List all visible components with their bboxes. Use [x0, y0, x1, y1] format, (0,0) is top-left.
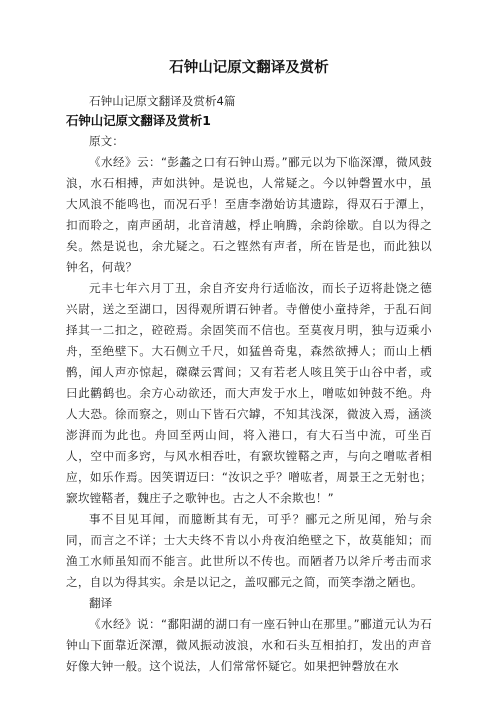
original-paragraph: 事不目见耳闻，而臆断其有无，可乎？郦元之所见闻，殆与余同，而言之不详；士大夫终不肯以小舟夜泊绝壁之下，故莫能知；而渔工水师虽知而不能言。此世所以不传也。而陋者乃以斧斤考击而求之，自以为得其实。余是以记之，盖叹郦元之简，而笑李渤之陋也。 [66, 512, 432, 589]
section-heading: 石钟山记原文翻译及赏析1 [66, 113, 211, 128]
original-paragraph: 元丰七年六月丁丑，余自齐安舟行适临汝，而长子迈将赴饶之德兴尉，送之至湖口，因得观所谓石钟者。寺僧使小童持斧，于乱石间择其一二扣之，硿硿焉。余固笑而不信也。至莫夜月明，独与迈乘小舟，至绝壁下。大石侧立千尺，如猛兽奇鬼，森然欲搏人；而山上栖鹘，闻人声亦惊起，磔磔云霄间；又有若老人咳且笑于山谷中者，或曰此鹳鹤也。余方心动欲还，而大声发于水上，噌吰如钟鼓不绝。舟人大恐。徐而察之，则山下皆石穴罅，不知其浅深，微波入焉，涵淡澎湃而为此也。舟回至两山间，将入港口，有大石当中流，可坐百人，空中而多窍，与风水相吞吐，有窾坎镗鞳之声，与向之噌吰者相应，如乐作焉。因笑谓迈曰：“汝识之乎？噌吰者，周景王之无射也；窾坎镗鞳者，魏庄子之歌钟也。古之人不余欺也！” [66, 281, 432, 505]
original-paragraph: 《水经》云：“彭蠡之口有石钟山焉。”郦元以为下临深潭，微风鼓浪，水石相搏，声如洪钟。是说也，人常疑之。今以钟磬置水中，虽大风浪不能鸣也，而况石乎！至唐李渤始访其遗踪，得双石于潭上，扣而聆之，南声函胡，北音清越，桴止响腾，余韵徐歇。自以为得之矣。然是说也，余尤疑之。石之铿然有声者，所在皆是也，而此独以钟名，何哉？ [66, 155, 432, 274]
original-label: 原文： [89, 134, 124, 148]
document-title: 石钟山记原文翻译及赏析 [169, 60, 329, 76]
translation-paragraph: 《水经》说：“鄱阳湖的湖口有一座石钟山在那里。”郦道元认为石钟山下面靠近深潭，微风振动波浪，水和石头互相拍打，发出的声音好像大钟一般。这个说法，人们常常怀疑它。如果把钟磬放在水 [66, 617, 432, 673]
translation-label: 翻译 [89, 596, 113, 610]
intro-line: 石钟山记原文翻译及赏析4篇 [89, 94, 236, 108]
